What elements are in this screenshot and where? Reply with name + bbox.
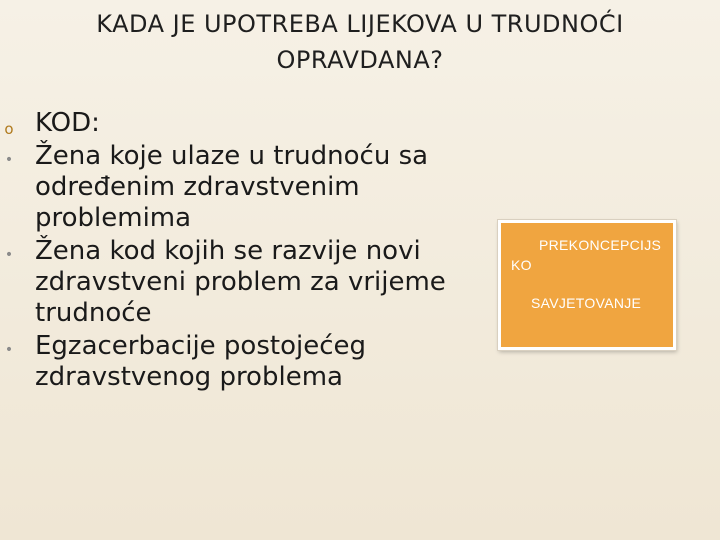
bullet-text: KOD: [35,108,100,138]
circle-bullet-icon: o [4,120,14,138]
bullet-item-existing-problems [0,141,500,234]
bullet-item-kod [0,108,500,139]
bullet-text: Žena kod kojih se razvije novi zdravstveni problem za vrijeme trudnoće [35,236,446,328]
bullet-item-new-problem [0,236,500,329]
callout-line-1: PREKONCEPCIJSKO [511,237,662,273]
bullet-text: Egzacerbacije postojećeg zdravstvenog problema [35,331,367,392]
bullet-list [0,108,500,395]
slide-title [40,6,680,78]
slide-title-line-1: KADA JE UPOTREBA LIJEKOVA U TRUDNOĆI [96,10,624,38]
preconception-counseling-box [498,220,676,350]
callout-line-2: SAVJETOVANJE [531,295,642,311]
dot-bullet-icon: • [4,247,14,263]
bullet-item-exacerbation [0,331,500,393]
dot-bullet-icon: • [4,152,14,168]
slide-title-line-2: OPRAVDANA? [276,46,444,74]
bullet-text: Žena koje ulaze u trudnoću sa određenim zdravstvenim problemima [35,141,429,233]
dot-bullet-icon: • [4,342,14,358]
